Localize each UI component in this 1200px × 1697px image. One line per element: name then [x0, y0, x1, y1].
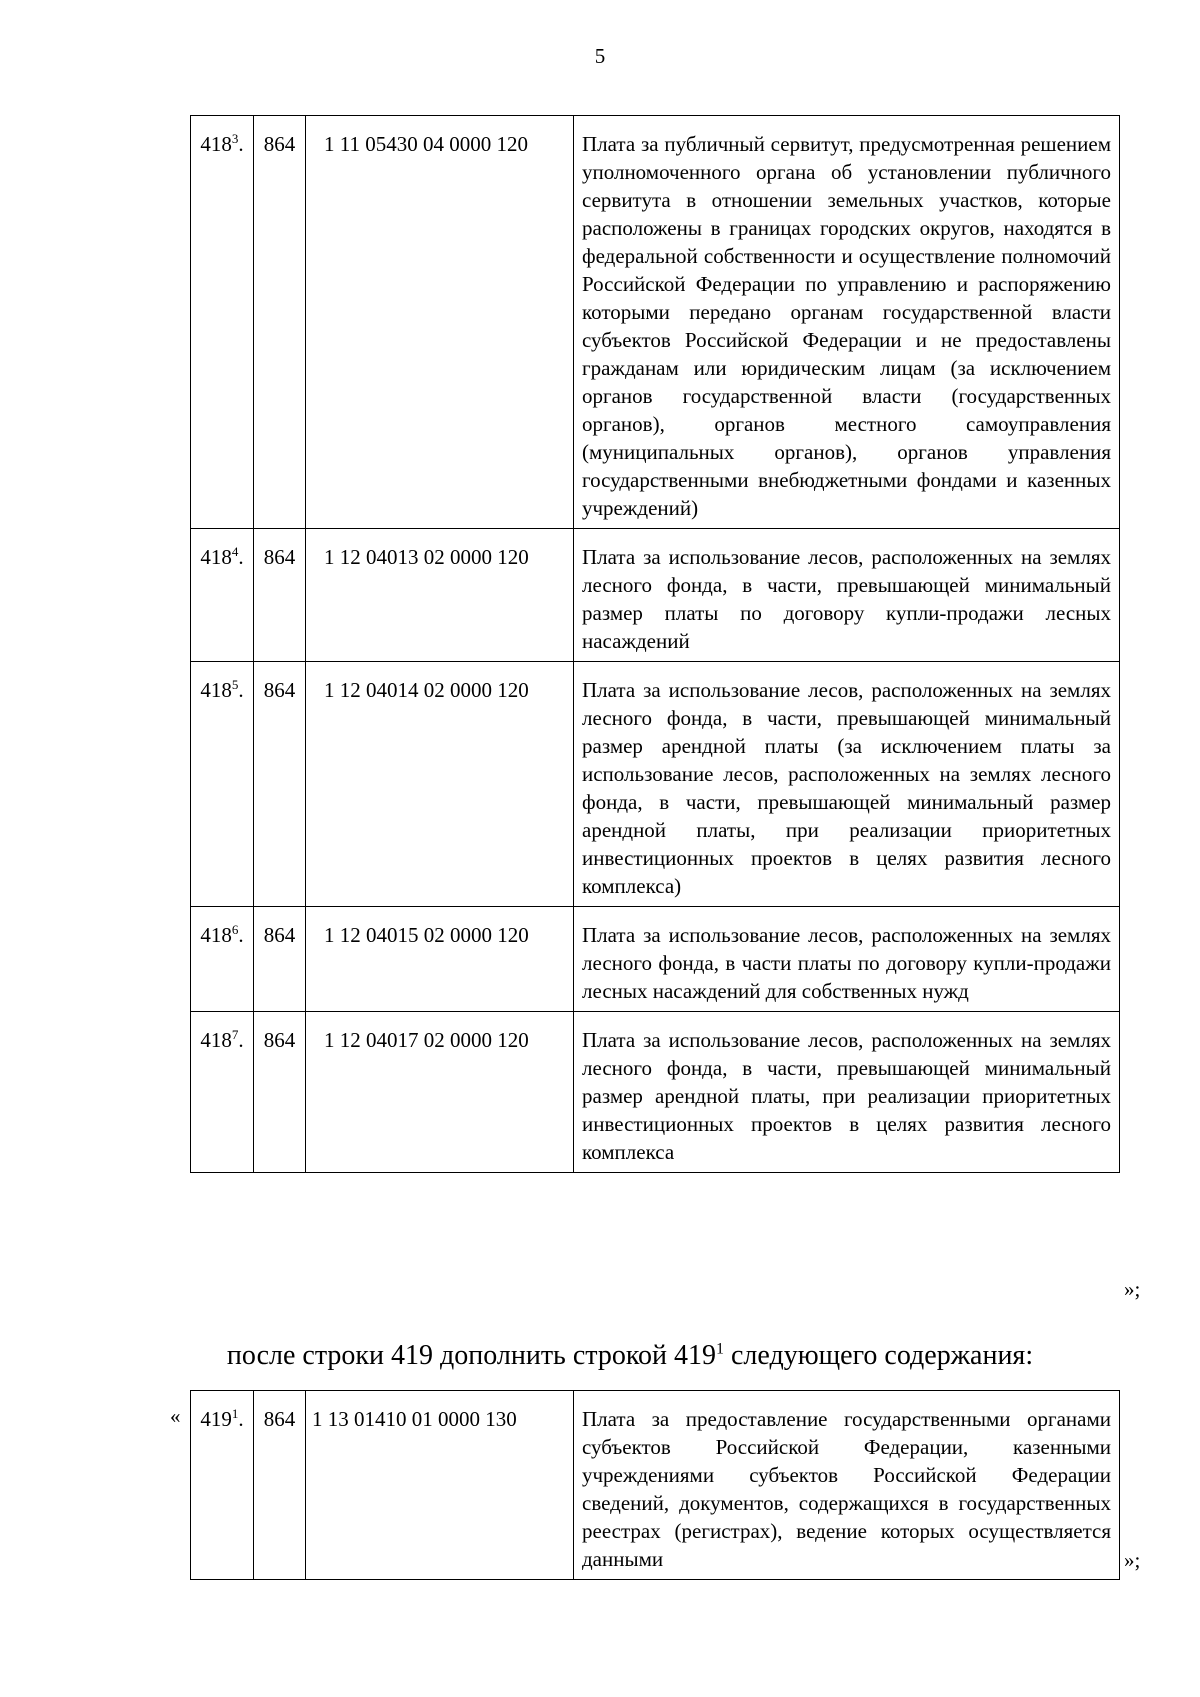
closing-quote: »;	[1124, 1277, 1141, 1301]
table-row	[191, 529, 1120, 662]
opening-quote: «	[170, 1404, 181, 1428]
revenue-code: 1 12 04017 02 0000 120	[306, 1012, 574, 1173]
admin-code: 864	[254, 662, 306, 907]
table-row	[191, 1012, 1120, 1173]
revenue-description: Плата за публичный сервитут, предусмотренная решением уполномоченного органа об установлении публичного сервитута в отношении земельных участков, которые расположены в границах городских округов, находятся в федеральной собственности и осуществление полномочий Российской Федерации по управлению и распоряжению которыми передано органам государственной власти субъектов Российской Федерации и не предоставлены гражданам или юридическим лицам (за исключением органов государственной власти (государственных органов), органов местного самоуправления (муниципальных органов), органов управления государственными внебюджетными фондами и казенных учреждений)	[574, 116, 1120, 529]
revenue-description: Плата за использование лесов, расположенных на землях лесного фонда, в части, превышающей минимальный размер арендной платы, при реализации приоритетных инвестиционных проектов в целях развития лесного комплекса	[574, 1012, 1120, 1173]
row-number: $419^1$.	[191, 1391, 254, 1580]
row-number: $418^4$.	[191, 529, 254, 662]
revenue-code: 1 12 04013 02 0000 120	[306, 529, 574, 662]
revenue-code: 1 12 04014 02 0000 120	[306, 662, 574, 907]
page-number: 5	[594, 44, 606, 68]
admin-code: 864	[254, 529, 306, 662]
budget-codes-table-addition	[190, 1390, 1120, 1580]
table-row	[191, 907, 1120, 1012]
admin-code: 864	[254, 1012, 306, 1173]
revenue-code: 1 13 01410 01 0000 130	[306, 1391, 574, 1580]
row-number: $418^5$.	[191, 662, 254, 907]
budget-codes-table	[190, 115, 1120, 1173]
admin-code: 864	[254, 1391, 306, 1580]
row-number: $418^3$.	[191, 116, 254, 529]
row-number: $418^6$.	[191, 907, 254, 1012]
revenue-code: 1 12 04015 02 0000 120	[306, 907, 574, 1012]
closing-quote: »;	[1124, 1548, 1141, 1572]
row-number: $418^7$.	[191, 1012, 254, 1173]
revenue-code: 1 11 05430 04 0000 120	[306, 116, 574, 529]
admin-code: 864	[254, 907, 306, 1012]
revenue-description: Плата за использование лесов, расположенных на землях лесного фонда, в части, превышающей минимальный размер арендной платы (за исключением платы за использование лесов, расположенных на землях лесного фонда, в части, превышающей минимальный размер арендной платы, при реализации приоритетных инвестиционных проектов в целях развития лесного комплекса)	[574, 662, 1120, 907]
revenue-description: Плата за предоставление государственными органами субъектов Российской Федерации, казенными учреждениями субъектов Российской Федерации сведений, документов, содержащихся в государственных реестрах (регистрах), ведение которых осуществляется данными	[574, 1391, 1120, 1580]
table-row	[191, 116, 1120, 529]
table-row	[191, 1391, 1120, 1580]
table-row	[191, 662, 1120, 907]
admin-code: 864	[254, 116, 306, 529]
revenue-description: Плата за использование лесов, расположенных на землях лесного фонда, в части, превышающей минимальный размер платы по договору купли-продажи лесных насаждений	[574, 529, 1120, 662]
amendment-instruction: после строки 419 дополнить строкой $419^1$ следующего содержания:	[226, 1340, 1034, 1371]
revenue-description: Плата за использование лесов, расположенных на землях лесного фонда, в части платы по договору купли-продажи лесных насаждений для собственных нужд	[574, 907, 1120, 1012]
